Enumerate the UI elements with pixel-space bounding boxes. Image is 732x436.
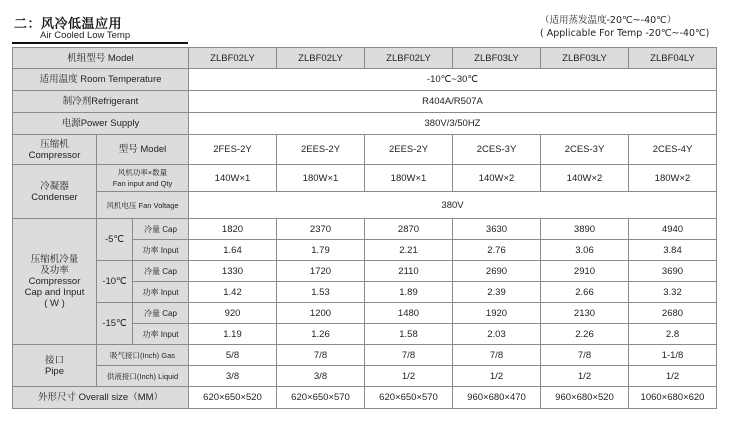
condenser-label-en: Condenser: [31, 191, 78, 203]
condenser-label-cn: 冷凝器: [40, 180, 69, 192]
input-cell: 2.21: [365, 240, 453, 261]
overall-cell: 960×680×470: [453, 387, 541, 409]
room-temp-value: -10℃~30℃: [189, 69, 717, 91]
row-pipe-liquid: [13, 366, 717, 387]
row-room-temp: [13, 69, 717, 91]
model-cell: ZLBF03LY: [541, 48, 629, 69]
title-underline: [12, 42, 188, 44]
model-cell: ZLBF02LY: [365, 48, 453, 69]
cap-label: 冷量 Cap: [133, 261, 189, 282]
input-cell: 1.58: [365, 324, 453, 345]
liquid-cell: 3/8: [189, 366, 277, 387]
cap-cell: 2910: [541, 261, 629, 282]
overall-label: 外形尺寸 Overall size（MM）: [13, 387, 189, 409]
liquid-cell: 3/8: [277, 366, 365, 387]
cap-cell: 3890: [541, 219, 629, 240]
cap-cell: 1330: [189, 261, 277, 282]
input-cell: 1.79: [277, 240, 365, 261]
model-cell: ZLBF04LY: [629, 48, 717, 69]
overall-cell: 620×650×570: [365, 387, 453, 409]
section-title: 二：风冷低温应用: [14, 17, 123, 32]
input-cell: 1.53: [277, 282, 365, 303]
gas-cell: 7/8: [453, 345, 541, 366]
refrigerant-label: 制冷剂Refrigerant: [13, 91, 189, 113]
compressor-model-cell: 2CES-3Y: [541, 135, 629, 165]
fan-cell: 140W×1: [189, 165, 277, 192]
cap-cell: 3690: [629, 261, 717, 282]
temp-label: -10℃: [97, 261, 133, 303]
row-condenser-fan: [13, 165, 717, 192]
fan-cell: 180W×2: [629, 165, 717, 192]
compressor-model-cell: 2FES-2Y: [189, 135, 277, 165]
capacity-label-line: ( W ): [44, 298, 65, 309]
temp-label: -5℃: [97, 219, 133, 261]
row-cap-minus5: [13, 219, 717, 240]
input-cell: 1.19: [189, 324, 277, 345]
cap-cell: 1920: [453, 303, 541, 324]
row-overall-size: [13, 387, 717, 409]
overall-cell: 620×650×520: [189, 387, 277, 409]
input-cell: 1.89: [365, 282, 453, 303]
gas-cell: 1-1/8: [629, 345, 717, 366]
model-cell: ZLBF02LY: [189, 48, 277, 69]
compressor-model-cell: 2EES-2Y: [277, 135, 365, 165]
fan-cell: 180W×1: [277, 165, 365, 192]
compressor-model-cell: 2EES-2Y: [365, 135, 453, 165]
cap-cell: 920: [189, 303, 277, 324]
overall-cell: 960×680×520: [541, 387, 629, 409]
overall-cell: 620×650×570: [277, 387, 365, 409]
cap-cell: 1480: [365, 303, 453, 324]
cap-cell: 1720: [277, 261, 365, 282]
gas-cell: 7/8: [277, 345, 365, 366]
liquid-label: 供液接口(Inch) Liquid: [97, 366, 189, 387]
fan-label-en: Fan input and Qty: [112, 179, 173, 188]
pipe-label: [13, 345, 97, 387]
input-cell: 2.26: [541, 324, 629, 345]
row-refrigerant: [13, 91, 717, 113]
cap-cell: 2130: [541, 303, 629, 324]
compressor-label: [13, 135, 97, 165]
cap-cell: 2870: [365, 219, 453, 240]
input-cell: 3.84: [629, 240, 717, 261]
capacity-label: [13, 219, 97, 345]
temp-note-cn: （适用蒸发温度-20℃~-40℃）: [540, 15, 677, 26]
fan-label-cn: 风机功率×数量: [117, 168, 168, 177]
cap-cell: 2110: [365, 261, 453, 282]
gas-cell: 7/8: [365, 345, 453, 366]
model-cell: ZLBF02LY: [277, 48, 365, 69]
row-cap-minus15: [13, 303, 717, 324]
cap-label: 冷量 Cap: [133, 303, 189, 324]
row-power: [13, 113, 717, 135]
capacity-label-line: Cap and Input: [24, 287, 85, 298]
cap-cell: 1820: [189, 219, 277, 240]
input-cell: 2.03: [453, 324, 541, 345]
page-header: [0, 0, 732, 44]
room-temp-label: 适用温度 Room Temperature: [13, 69, 189, 91]
row-cap-minus10: [13, 261, 717, 282]
fan-cell: 140W×2: [453, 165, 541, 192]
capacity-label-line: Compressor: [28, 276, 81, 287]
condenser-label: [13, 165, 97, 219]
pipe-label-cn: 接口: [44, 354, 64, 366]
compressor-model-label: 型号 Model: [97, 135, 189, 165]
fan-cell: 180W×1: [365, 165, 453, 192]
input-cell: 2.39: [453, 282, 541, 303]
model-cell: ZLBF03LY: [453, 48, 541, 69]
compressor-label-en: Compressor: [28, 149, 81, 161]
refrigerant-value: R404A/R507A: [189, 91, 717, 113]
power-value: 380V/3/50HZ: [189, 113, 717, 135]
fan-voltage-label: 风机电压 Fan Voltage: [97, 192, 189, 219]
input-cell: 2.76: [453, 240, 541, 261]
pipe-label-en: Pipe: [44, 365, 64, 377]
cap-cell: 2370: [277, 219, 365, 240]
capacity-label-line: 压缩机冷量: [30, 254, 79, 265]
temp-label: -15℃: [97, 303, 133, 345]
cap-cell: 3630: [453, 219, 541, 240]
gas-cell: 5/8: [189, 345, 277, 366]
input-cell: 1.26: [277, 324, 365, 345]
fan-voltage-value: 380V: [189, 192, 717, 219]
input-cell: 1.64: [189, 240, 277, 261]
overall-cell: 1060×680×620: [629, 387, 717, 409]
fan-label: [97, 165, 189, 192]
liquid-cell: 1/2: [453, 366, 541, 387]
capacity-label-line: 及功率: [40, 265, 69, 276]
input-label: 功率 Input: [133, 324, 189, 345]
power-label: 电源Power Supply: [13, 113, 189, 135]
cap-cell: 2690: [453, 261, 541, 282]
input-cell: 3.06: [541, 240, 629, 261]
section-subtitle: Air Cooled Low Temp: [40, 30, 131, 41]
input-label: 功率 Input: [133, 240, 189, 261]
spec-table: [12, 47, 717, 409]
cap-cell: 2680: [629, 303, 717, 324]
row-compressor: [13, 135, 717, 165]
fan-cell: 140W×2: [541, 165, 629, 192]
row-pipe-gas: [13, 345, 717, 366]
row-model: [13, 48, 717, 69]
liquid-cell: 1/2: [541, 366, 629, 387]
input-cell: 2.66: [541, 282, 629, 303]
gas-label: 吸气接口(Inch) Gas: [97, 345, 189, 366]
gas-cell: 7/8: [541, 345, 629, 366]
input-cell: 2.8: [629, 324, 717, 345]
liquid-cell: 1/2: [629, 366, 717, 387]
input-cell: 1.42: [189, 282, 277, 303]
temp-note-en: ( Applicable For Temp -20℃~-40℃): [540, 28, 710, 39]
row-fan-voltage: [13, 192, 717, 219]
input-cell: 3.32: [629, 282, 717, 303]
model-label: 机组型号 Model: [13, 48, 189, 69]
input-label: 功率 Input: [133, 282, 189, 303]
compressor-model-cell: 2CES-3Y: [453, 135, 541, 165]
cap-label: 冷量 Cap: [133, 219, 189, 240]
cap-cell: 4940: [629, 219, 717, 240]
cap-cell: 1200: [277, 303, 365, 324]
liquid-cell: 1/2: [365, 366, 453, 387]
compressor-model-cell: 2CES-4Y: [629, 135, 717, 165]
compressor-label-cn: 压缩机: [40, 138, 69, 150]
